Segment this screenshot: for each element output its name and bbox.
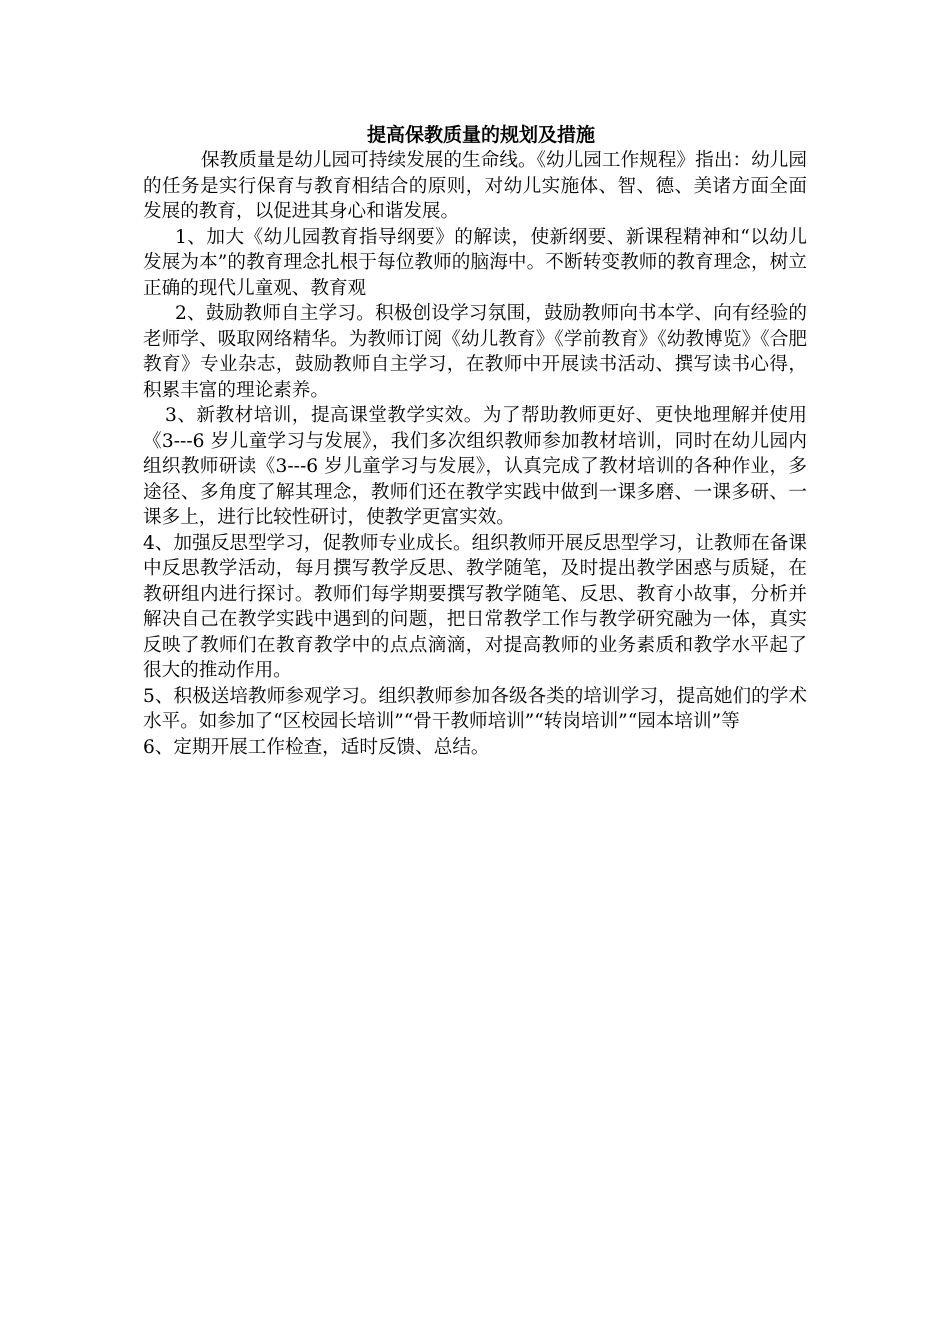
measure-6-paragraph: 6、定期开展工作检查，适时反馈、总结。 <box>143 736 490 758</box>
measure-4-paragraph: 4、加强反思型学习，促教师专业成长。组织教师开展反思型学习，让教师在备课中反思教学活动，每月撰写教学反思、教学随笔，及时提出教学困惑与质疑，在教研组内进行探讨。教师们每学期要撰写教学随笔、反思、教育小故事，分析并解决自己在教学实践中遇到的问题，把日常教学工作与教学研究融为一体，真实反映了教师们在教育教学中的点点滴滴，对提高教师的业务素质和教学水平起了很大的推动作用。 <box>143 532 807 681</box>
document-body <box>143 122 807 760</box>
measure-3-paragraph: 3、新教材培训，提高课堂教学实效。为了帮助教师更好、更快地理解并使用《3---6 岁儿童学习与发展》，我们多次组织教师参加教材培训，同时在幼儿园内组织教师研读《3---6 岁儿童学习与发展》，认真完成了教材培训的各种作业，多途径、多角度了解其理念，教师们还在教学实践中做到一课多磨、一课多研、一课多上，进行比较性研讨，使教学更富实效。 <box>143 405 807 528</box>
measure-1-paragraph: 1、加大《幼儿园教育指导纲要》的解读，使新纲要、新课程精神和“以幼儿发展为本”的教育理念扎根于每位教师的脑海中。不断转变教师的教育理念，树立正确的现代儿童观、教育观 <box>143 226 807 299</box>
document-title: 提高保教质量的规划及措施 <box>366 124 595 146</box>
measure-5-paragraph: 5、积极送培教师参观学习。组织教师参加各级各类的培训学习，提高她们的学术水平。如参加了“区校园长培训”“骨干教师培训”“转岗培训”“园本培训”等 <box>143 685 807 732</box>
measure-2-paragraph: 2、鼓励教师自主学习。积极创设学习氛围，鼓励教师向书本学、向有经验的老师学、吸取网络精华。为教师订阅《幼儿教育》《学前教育》《幼教博览》《合肥教育》专业杂志，鼓励教师自主学习，在教师中开展读书活动、撰写读书心得，积累丰富的理论素养。 <box>143 303 807 401</box>
intro-paragraph: 保教质量是幼儿园可持续发展的生命线。《幼儿园工作规程》指出：幼儿园的任务是实行保育与教育相结合的原则，对幼儿实施体、智、德、美诸方面全面发展的教育，以促进其身心和谐发展。 <box>143 150 807 222</box>
